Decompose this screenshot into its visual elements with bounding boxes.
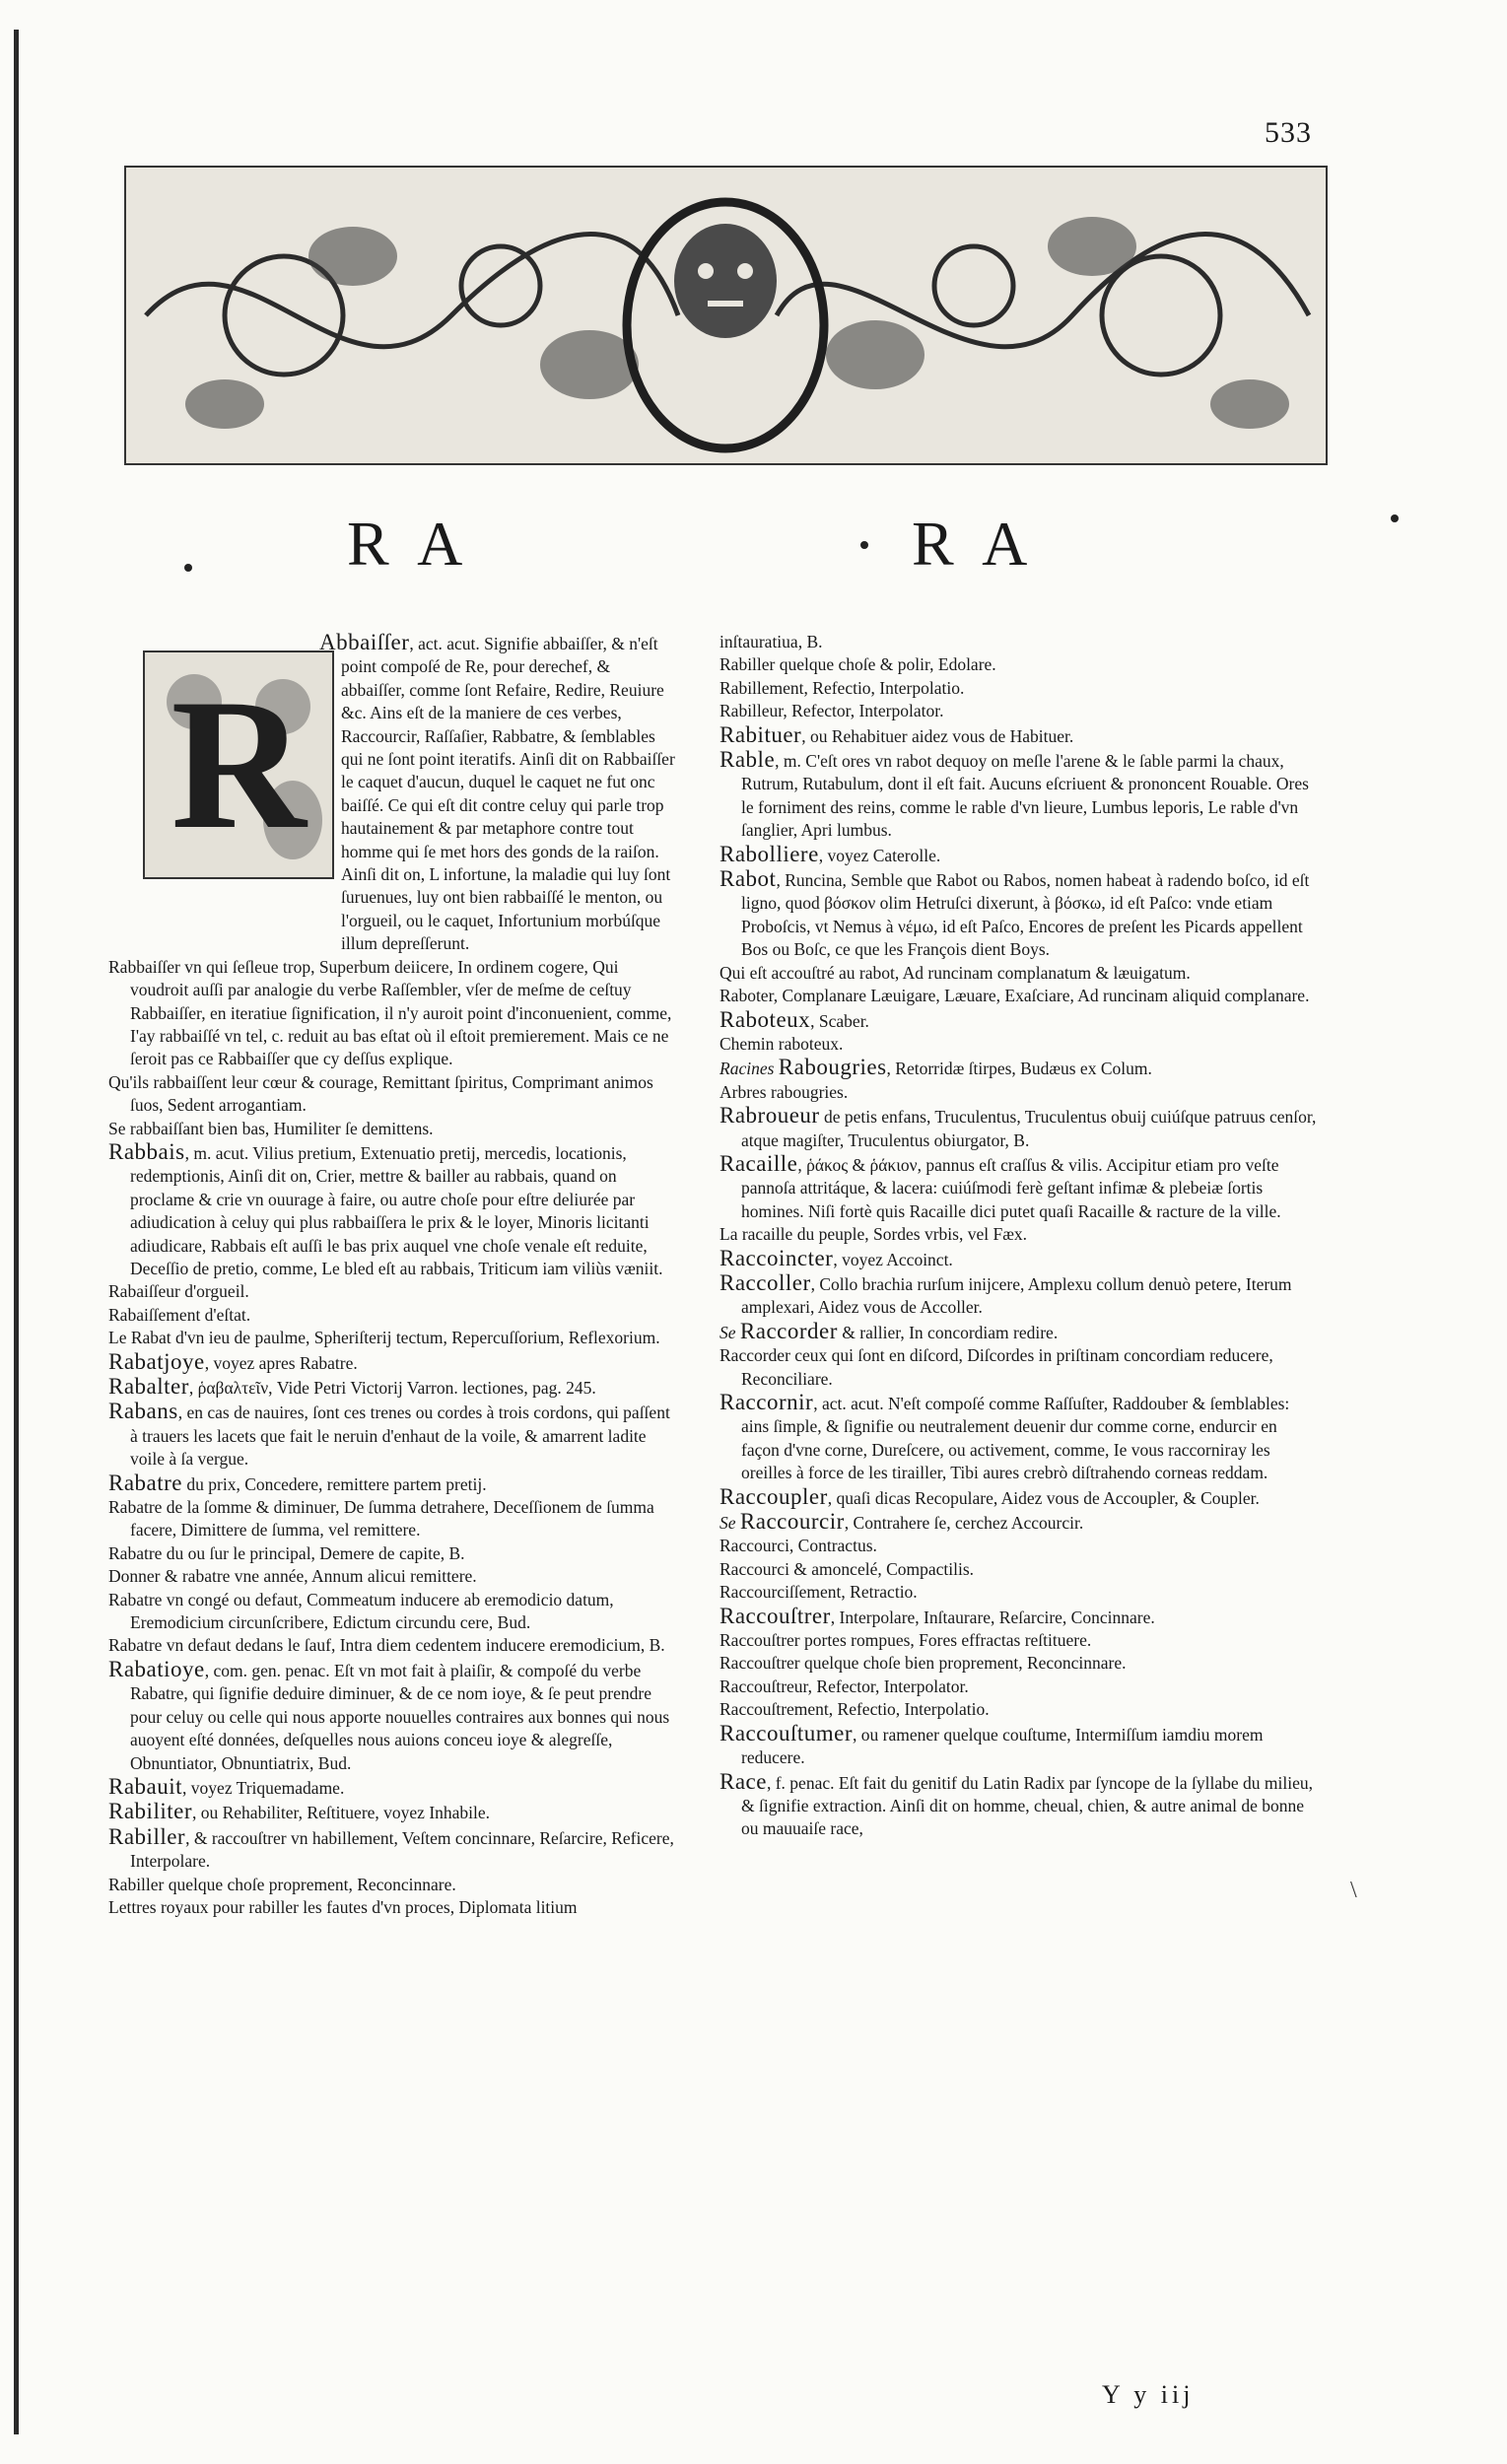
entry-definition: Rabatre de la ſomme & diminuer, De ſumma detrahere, Deceſſionem de ſumma facere, Dimittere de ſumma, vel remittere. (108, 1497, 654, 1540)
ink-dot (184, 564, 192, 572)
dictionary-entry (719, 1247, 1319, 1271)
dictionary-entry (719, 1535, 1319, 1557)
entry-definition: , ou Rehabiliter, Reſtituere, voyez Inhabile. (191, 1803, 491, 1823)
dictionary-entry (719, 1770, 1319, 1841)
dictionary-entry (108, 1118, 675, 1140)
headpiece-ornament-icon (126, 168, 1326, 463)
dictionary-entry (719, 1320, 1319, 1344)
dictionary-entry (719, 1485, 1319, 1510)
entry-definition: , ou Rehabituer aidez vous de Habituer. (801, 725, 1074, 746)
entry-definition: , com. gen. penac. Eſt vn mot fait à plaiſir, & compoſé du verbe Rabatre, qui ſignifie deduire diminuer, & de ce nom ioye, & ſe peut prendre pour celuy ou celle qui nous apporte nouuelles contraires aux bonnes qui nous auoyent eſté données, deſquelles nous auions conceu ioye & alegreſſe, Obnuntiator, Obnuntiatrix, Bud. (130, 1660, 670, 1773)
dictionary-entry (108, 1800, 675, 1824)
dictionary-entry (108, 1896, 675, 1919)
dictionary-entry (719, 1629, 1319, 1652)
entry-definition: , voyez Accoinct. (833, 1249, 953, 1269)
entry-definition: Qui eſt accouſtré au rabot, Ad runcinam complanatum & læuigatum. (719, 962, 1191, 983)
dictionary-entry (719, 653, 1319, 676)
entry-definition: , en cas de nauires, ſont ces trenes ou cordes à trois cordons, qui paſſent à trauers les lacets que fait le neruin d'enhaut de la voile, & amarrent ladite voile à ſa vergue. (130, 1403, 670, 1470)
entry-headword: Raboteux (719, 1006, 811, 1032)
entry-headword: Rabituer (719, 721, 802, 747)
entry-headword: Race (719, 1768, 767, 1794)
running-head-right: R A (912, 509, 1036, 579)
entry-definition: , Runcina, Semble que Rabot ou Rabos, nomen habeat à radendo boſco, id eſt ligno, quod βόσκον olim Hetruſci dixerunt, à βόσκω, id eſt Paſco: vnde etiam Proboſcis, vt Nemus à νέμω, id eſt Paſco, Encores de preſent les Picards appellent Bos ou Boſc, ce que les François dient Boys. (741, 870, 1310, 960)
entry-definition: Raccouſtrement, Refectio, Interpolatio. (719, 1699, 990, 1720)
entry-prefix: Racines (719, 1059, 779, 1079)
entry-definition: Raccourciſſement, Retractio. (719, 1582, 918, 1603)
page-edge-rule (14, 30, 19, 2434)
entry-definition: Raccourci & amoncelé, Compactilis. (719, 1558, 975, 1579)
dictionary-entry (108, 1071, 675, 1118)
dictionary-entry (719, 1676, 1319, 1698)
dictionary-entry (108, 1472, 675, 1496)
entry-headword: Rable (719, 747, 776, 773)
dictionary-entry (719, 1008, 1319, 1033)
entry-definition: La racaille du peuple, Sordes vrbis, vel Fæx. (719, 1224, 1028, 1245)
running-head-left: R A (347, 509, 471, 579)
dictionary-entry (719, 1510, 1319, 1535)
dictionary-entry (108, 1542, 675, 1565)
entry-definition: Qu'ils rabbaiſſent leur cœur & courage, Remittant ſpiritus, Comprimant animos ſuos, Sedent arrogantiam. (108, 1071, 653, 1116)
entry-definition: Raccourci, Contractus. (719, 1536, 877, 1556)
entry-headword: Raccoller (719, 1269, 811, 1295)
entry-headword: Rabatre (108, 1470, 183, 1495)
entry-definition: Arbres rabougries. (719, 1081, 849, 1102)
ink-dot (1391, 514, 1399, 522)
dictionary-entry (108, 1589, 675, 1635)
entry-definition: Rabiller quelque choſe proprement, Reconcinnare. (108, 1874, 456, 1894)
entry-definition: Rabaiſſeur d'orgueil. (108, 1281, 249, 1302)
ink-dot (860, 541, 868, 549)
entry-definition: , act. acut. N'eſt compoſé comme Raſſuſter, Raddouber & ſemblables: ains ſimple, & ſignifie ou neutralement deuenir dur comme corne, endurcir en façon d'vne corne, Dureſcere, ou activement, comme, Ie vous raccorniray les oreilles à force de les tirailler, Tibi aures crebrò diſtrahendo corneas reddam. (741, 1394, 1290, 1483)
entry-headword: Rabiller (108, 1823, 186, 1849)
dictionary-entry (108, 1565, 675, 1588)
dictionary-entry (719, 1081, 1319, 1104)
entry-definition: , Collo brachia rurſum inijcere, Amplexu collum denuò petere, Iterum amplexari, Aidez vous de Accoller. (741, 1273, 1292, 1318)
entry-prefix: Se (719, 1322, 740, 1342)
entry-definition: , m. acut. Vilius pretium, Extenuatio pretij, mercedis, locationis, redemptionis, Ainſi dit on, Crier, mettre & bailler au rabbais, quand on proclame & crie vn ouurage à faire, ou autre choſe pour eſtre deliurée par adiudication à celuy qui plus rabbaiſſera le prix & le loyer, Minoris licitanti adiudicare, Rabbais eſt auſſi le bas prix auquel vne choſe venale eſt reduite, Deceſſio de pretio, comme, Le bled eſt au rabbais, Triticum iam viliùs væniit. (130, 1142, 663, 1278)
dictionary-entry (108, 1140, 675, 1280)
margin-mark: \ (1350, 1878, 1357, 1903)
signature-mark: Y y iij (1102, 2380, 1195, 2409)
dictionary-entry (719, 1104, 1319, 1152)
dictionary-entry (719, 677, 1319, 700)
ornamental-headpiece (124, 166, 1328, 465)
entry-definition: Rabatre vn congé ou defaut, Commeatum inducere ab eremodicio datum, Eremodicium circunſcribere, Edictum circundu cere, Bud. (108, 1589, 614, 1633)
dictionary-entry (719, 843, 1319, 867)
dictionary-entry (108, 631, 675, 956)
entry-definition: Se rabbaiſſant bien bas, Humiliter ſe demittens. (108, 1118, 434, 1138)
dictionary-entry (719, 723, 1319, 748)
entry-headword: Raccorder (739, 1318, 838, 1343)
dictionary-entry (108, 1304, 675, 1327)
dictionary-entry (719, 867, 1319, 962)
entry-definition: Donner & rabatre vne année, Annum alicui remittere. (108, 1566, 477, 1587)
entry-definition: , m. C'eſt ores vn rabot dequoy on meſle l'arene & le ſable parmi la chaux, Rutrum, Rutabulum, dont il eſt fait. Aucuns eſcriuent & prononcent Rouable. Ores le forniment des reins, comme le rable d'vn lieure, Lumbus leporis, Le rable d'vn ſanglier, Apri lumbus. (741, 751, 1309, 841)
entry-definition: , Interpolare, Inſtaurare, Reſarcire, Concinnare. (830, 1607, 1155, 1627)
dictionary-entry (108, 1375, 675, 1400)
dictionary-entry (719, 1391, 1319, 1485)
entry-definition: Rabillement, Refectio, Interpolatio. (719, 677, 965, 698)
entry-headword: Rabot (719, 866, 777, 892)
entry-headword: Raccoupler (719, 1483, 828, 1509)
dictionary-entry (108, 1658, 675, 1775)
drop-cap-letter: R (171, 661, 307, 868)
entry-definition: Raccouſtreur, Refector, Interpolator. (719, 1676, 969, 1696)
dictionary-entry (719, 985, 1319, 1007)
entry-definition: , voyez Caterolle. (818, 845, 941, 865)
entry-definition: Lettres royaux pour rabiller les fautes d'vn proces, Diplomata litium (108, 1896, 578, 1917)
entry-headword: Rabiliter (108, 1799, 192, 1824)
entry-headword: Rabroueur (719, 1103, 820, 1129)
dictionary-entry (719, 1605, 1319, 1629)
dictionary-entry (108, 1874, 675, 1896)
entry-prefix: Se (719, 1513, 740, 1534)
dictionary-entry (719, 962, 1319, 985)
entry-definition: , Contrahere ſe, cerchez Accourcir. (844, 1513, 1084, 1534)
entry-headword: Rabatjoye (108, 1348, 205, 1374)
entry-headword: Raccourcir (739, 1509, 845, 1535)
dictionary-entry (108, 1400, 675, 1471)
dictionary-entry (719, 748, 1319, 843)
entry-definition: Rabatre du ou ſur le principal, Demere de capite, B. (108, 1542, 465, 1563)
entry-definition: Raccouſtrer portes rompues, Fores effractas reſtituere. (719, 1630, 1092, 1651)
dictionary-entry (108, 956, 675, 1071)
dictionary-entry (108, 1350, 675, 1375)
dictionary-entry (719, 1581, 1319, 1604)
entry-headword: Rabbais (108, 1138, 185, 1164)
page-number: 533 (1265, 116, 1312, 149)
dictionary-entry (108, 1634, 675, 1657)
dictionary-entry (108, 1280, 675, 1303)
entry-definition: , act. acut. Signifie abbaiſſer, & n'eſt point compoſé de Re, pour derechef, & abbaiſſer, comme ſont Refaire, Redire, Reuiure &c. Ains eſt de la maniere de ces verbes, Raccourcir, Raſſaſier, Rabbatre, & ſemblables qui ne ſont point iteratifs. Ainſi dit on Rabbaiſſer le caquet d'aucun, duquel le caquet ne fut onc baiſſé. Ce qui eſt dit contre celuy qui parle trop hautainement & par metaphore contre tout homme qui ſe met hors des gonds de la raiſon. Ainſi dit on, L infortune, la maladie qui luy ſont ſuruenues, luy ont bien rabbaiſſé le menton, ou l'orgueil, ou le caquet, Infortunium morbúſque illum depreſſerunt. (341, 634, 675, 954)
dictionary-entry (719, 1152, 1319, 1223)
entry-headword: Rabatioye (108, 1656, 205, 1681)
entry-definition: Rabaiſſement d'eſtat. (108, 1304, 251, 1325)
entry-headword: Racaille (719, 1150, 798, 1176)
entry-headword: Rabolliere (719, 841, 819, 866)
entry-definition: , ῥάκος & ῥάκιον, pannus eſt craſſus & vilis. Accipitur etiam pro veſte pannoſa attritáque, & lacera: cuiúſmodi ferè geſtant infimæ & plebeiæ ſortis homines. Niſi fortè quis Racaille dici putet quaſi Racaille & racture de la ville. (741, 1154, 1281, 1221)
entry-definition: , voyez apres Rabatre. (204, 1352, 358, 1373)
dictionary-entry (719, 631, 1319, 653)
entry-definition: , f. penac. Eſt fait du genitif du Latin Radix par ſyncope de la ſyllabe du milieu, & ſignifie extraction. Ainſi dit on homme, cheual, chien, & autre animal de bonne ou mauuaiſe race, (741, 1772, 1313, 1839)
entry-definition: de petis enfans, Truculentus, Truculentus obuij cuiúſque patruus cenſor, atque magiſter, Truculentus obiurgator, B. (741, 1107, 1317, 1150)
dictionary-entry (719, 700, 1319, 722)
entry-definition: , ῥαβαλτεῖν, Vide Petri Victorij Varron. lectiones, pag. 245. (188, 1378, 596, 1398)
dictionary-entry (719, 1033, 1319, 1056)
dictionary-entry (719, 1722, 1319, 1770)
entry-headword: Rabauit (108, 1773, 183, 1799)
right-column (719, 631, 1319, 1841)
entry-definition: Chemin raboteux. (719, 1033, 844, 1054)
entry-definition: Raccorder ceux qui ſont en diſcord, Diſcordes in priſtinam concordiam reducere, Reconciliare. (719, 1345, 1273, 1389)
entry-definition: , voyez Triquemadame. (182, 1777, 345, 1798)
dictionary-entry (108, 1496, 675, 1542)
dictionary-entry (719, 1271, 1319, 1320)
dictionary-entry (719, 1652, 1319, 1675)
entry-definition: , Scaber. (810, 1010, 869, 1031)
entry-headword: Rabougries (778, 1055, 887, 1080)
entry-definition: Rabilleur, Refector, Interpolator. (719, 701, 944, 721)
left-column (108, 631, 675, 1919)
entry-definition: & rallier, In concordiam redire. (837, 1322, 1059, 1342)
dictionary-entry (719, 1344, 1319, 1391)
entry-definition: Raboter, Complanare Læuigare, Læuare, Exaſciare, Ad runcinam aliquid complanare. (719, 986, 1310, 1006)
entry-headword: Abbaiſſer (319, 630, 410, 654)
dictionary-entry (719, 1558, 1319, 1581)
dictionary-entry (719, 1056, 1319, 1080)
dictionary-entry (719, 1223, 1319, 1246)
entry-headword: Raccouſtrer (719, 1603, 831, 1628)
entry-definition: , quaſi dicas Recopulare, Aidez vous de Accoupler, & Coupler. (827, 1487, 1260, 1508)
entry-definition: Raccouſtrer quelque choſe bien proprement, Reconcinnare. (719, 1653, 1127, 1674)
dictionary-entry (108, 1825, 675, 1874)
entry-definition: Rabiller quelque choſe & polir, Edolare. (719, 654, 996, 675)
entry-definition: , & raccouſtrer vn habillement, Veſtem concinnare, Reſarcire, Reficere, Interpolare. (130, 1827, 674, 1872)
entry-headword: Rabalter (108, 1374, 189, 1399)
entry-definition: , ou ramener quelque couſtume, Intermiſſum iamdiu morem reducere. (741, 1724, 1264, 1768)
entry-definition: , Retorridæ ſtirpes, Budæus ex Colum. (886, 1059, 1152, 1079)
dictionary-entry (108, 1327, 675, 1349)
entry-definition: Le Rabat d'vn ieu de paulme, Spheriſterij tectum, Repercuſſorium, Reflexorium. (108, 1328, 660, 1348)
entry-headword: Raccornir (719, 1390, 814, 1414)
entry-definition: Rabatre vn defaut dedans le ſauf, Intra diem cedentem inducere eremodicium, B. (108, 1635, 665, 1656)
entry-headword: Rabans (108, 1399, 178, 1424)
dictionary-entry (108, 1775, 675, 1800)
entry-headword: Raccoincter (719, 1245, 834, 1270)
entry-headword: Raccouſtumer (719, 1720, 854, 1745)
dictionary-entry (719, 1698, 1319, 1721)
entry-definition: du prix, Concedere, remittere partem pretij. (182, 1473, 487, 1494)
entry-definition: Rabbaiſſer vn qui ſeſleue trop, Superbum deiicere, In ordinem cogere, Qui voudroit auſſi par analogie du verbe Raſſembler, vſer de meſme de ceſtuy Rabbaiſſer, en iteratiue ſignification, il n'y auroit point d'inconuenient, comme, I'ay rabbaiſſé vn tel, c. reduit au bas eſtat où il eſtoit premierement. Mais ce ne ſeroit pas ce Rabbaiſſer que cy deſſus explique. (108, 956, 672, 1069)
entry-definition: inſtauratiua, B. (719, 632, 823, 651)
